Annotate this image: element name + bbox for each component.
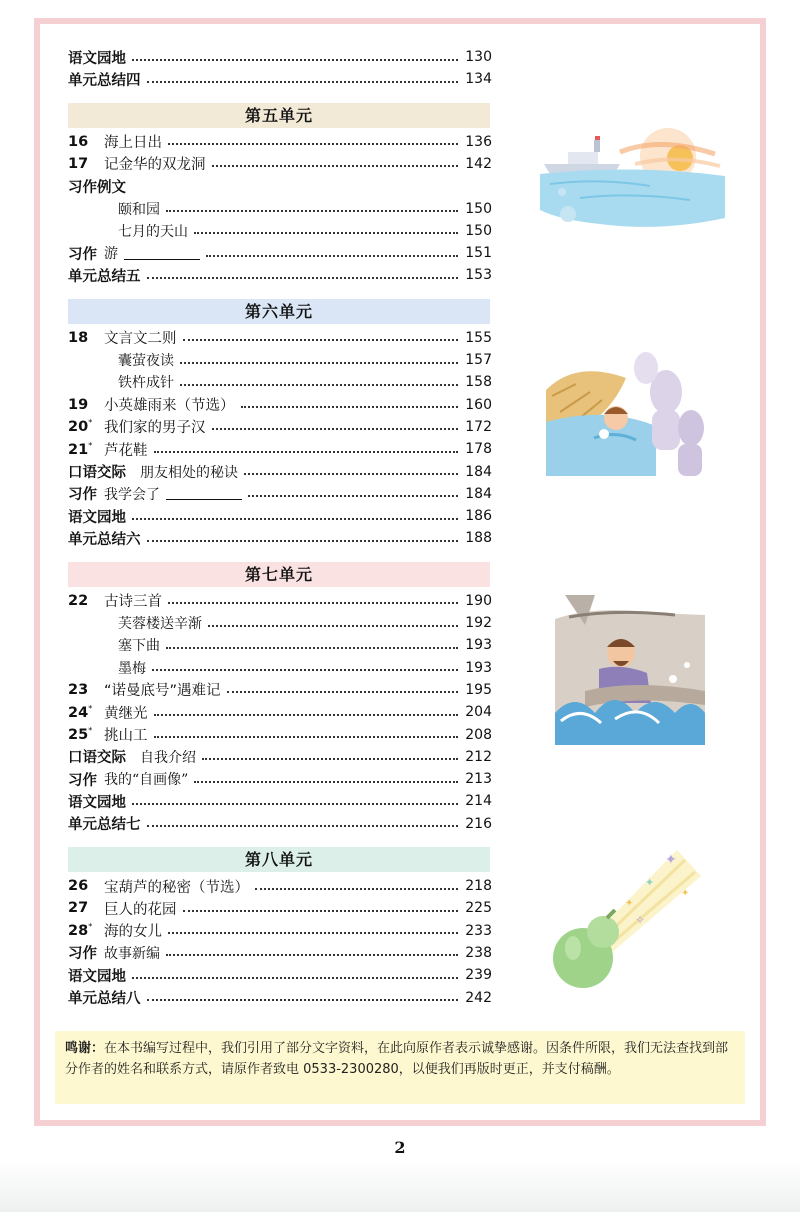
lesson-number: 23	[68, 681, 89, 698]
page-ref: 233	[465, 922, 492, 939]
dot-leader	[194, 780, 458, 783]
unit-heading: 第八单元	[68, 847, 490, 872]
dot-leader	[248, 494, 458, 497]
dot-leader	[147, 276, 459, 279]
page-ref: 130	[465, 49, 492, 65]
toc-entry	[68, 505, 492, 527]
toc-entry	[68, 790, 492, 812]
dot-leader	[132, 976, 458, 979]
page-ref: 150	[465, 222, 492, 239]
entry-title: 故事新编	[104, 945, 160, 962]
toc-entry	[68, 438, 492, 460]
entry-title: 小英雄雨来（节选）	[104, 398, 235, 415]
optional-lesson-mark: *	[88, 703, 93, 713]
page-bottom-shadow	[0, 1160, 800, 1212]
toc-entry	[68, 746, 492, 768]
page-ref: 153	[465, 267, 492, 284]
boy-in-water-illustration	[546, 326, 706, 482]
acknowledgement-label: 鸣谢：	[65, 1041, 105, 1056]
dot-leader	[244, 472, 458, 475]
toc-entry	[68, 527, 492, 549]
lesson-number: 21*	[68, 440, 93, 458]
dot-leader	[206, 254, 458, 257]
dot-leader	[255, 887, 458, 890]
entry-title: 游	[104, 246, 118, 263]
entry-title: “诺曼底号”遇难记	[104, 683, 221, 700]
page-ref: 184	[465, 463, 492, 480]
page-ref: 172	[465, 418, 492, 435]
dot-leader	[227, 690, 458, 693]
toc-entry	[68, 897, 492, 919]
page-ref: 178	[465, 441, 492, 458]
toc-entry	[68, 813, 492, 835]
entry-title: 单元总结四	[68, 72, 141, 89]
entry-title: 海上日出	[104, 135, 162, 152]
captain-ship-illustration	[555, 595, 705, 745]
dot-leader	[152, 668, 458, 671]
entry-title: 单元总结五	[68, 268, 141, 285]
entry-title: 我的“自画像”	[104, 772, 189, 789]
page-number: 2	[394, 1138, 406, 1157]
toc-entry	[68, 701, 492, 723]
dot-leader	[168, 931, 458, 934]
unit-heading: 第五单元	[68, 103, 490, 128]
dot-leader	[168, 601, 458, 604]
toc-entry	[68, 657, 492, 679]
toc-entry	[68, 634, 492, 656]
page-ref: 208	[465, 726, 492, 743]
page-ref: 216	[465, 815, 492, 832]
dot-leader	[154, 735, 459, 738]
dot-leader	[208, 624, 458, 627]
lesson-number: 18	[68, 329, 89, 346]
lesson-number: 26	[68, 878, 89, 894]
entry-title: 古诗三首	[104, 594, 162, 611]
dot-leader	[132, 802, 458, 805]
entry-title: 我学会了	[104, 486, 160, 503]
entry-title: 语文园地	[68, 50, 126, 67]
toc-entry	[68, 349, 492, 371]
dot-leader	[194, 231, 458, 234]
dot-leader	[241, 405, 459, 408]
dot-leader	[147, 824, 459, 827]
toc-entry	[68, 198, 492, 220]
dot-leader	[154, 713, 459, 716]
lesson-number: 习作	[68, 246, 97, 263]
unit-heading: 第七单元	[68, 562, 490, 587]
page-ref: 142	[465, 155, 492, 172]
page-ref: 151	[465, 245, 492, 262]
dot-leader	[147, 80, 459, 83]
toc-entry	[68, 875, 492, 897]
dot-leader	[212, 427, 459, 430]
toc-entry	[68, 920, 492, 942]
page-ref: 134	[465, 71, 492, 88]
lesson-number: 习作	[68, 487, 97, 504]
svg-text:✧: ✧	[635, 913, 646, 927]
dot-leader	[180, 383, 458, 386]
page-ref: 195	[465, 681, 492, 698]
sub-entry-title: 墨梅	[118, 660, 146, 677]
lesson-number: 27	[68, 900, 89, 917]
sub-entry-title: 塞下曲	[118, 638, 160, 655]
toc-entry	[68, 768, 492, 790]
optional-lesson-mark: *	[88, 726, 93, 736]
entry-title: 记金华的双龙洞	[104, 157, 206, 174]
sub-entry-title: 颐和园	[118, 201, 160, 218]
toc-entry	[68, 68, 492, 90]
toc-entry	[68, 987, 492, 1009]
entry-title: 宝葫芦的秘密（节选）	[104, 879, 249, 896]
optional-lesson-mark: *	[88, 922, 93, 932]
page-ref: 184	[465, 485, 492, 502]
toc-entry	[68, 371, 492, 393]
entry-title: 我们家的男子汉	[104, 420, 206, 437]
toc-entry	[68, 264, 492, 286]
page-ref: 190	[465, 592, 492, 609]
fill-in-blank-line	[124, 247, 200, 260]
page-ref: 213	[465, 771, 492, 788]
page-ref: 192	[465, 615, 492, 631]
entry-title: 海的女儿	[104, 924, 162, 941]
page-ref: 218	[465, 878, 492, 894]
page-ref: 242	[465, 989, 492, 1006]
page-ref: 155	[465, 329, 492, 346]
dot-leader	[202, 757, 458, 760]
lesson-number: 20*	[68, 418, 93, 436]
entry-title: 单元总结八	[68, 991, 141, 1007]
page-ref: 238	[465, 944, 492, 961]
toc-entry	[68, 942, 492, 964]
page-ref: 225	[465, 900, 492, 917]
dot-leader	[183, 338, 459, 341]
toc-entry	[68, 131, 492, 153]
entry-title: 单元总结六	[68, 531, 141, 548]
svg-text:✦: ✦	[625, 898, 634, 909]
lesson-number: 19	[68, 396, 89, 413]
sub-entry-title: 芙蓉楼送辛渐	[118, 616, 202, 632]
toc-entry	[68, 679, 492, 701]
toc-entry	[68, 483, 492, 505]
lesson-number: 24*	[68, 703, 93, 721]
svg-text:✦: ✦	[645, 876, 655, 889]
toc-entry	[68, 242, 492, 264]
lesson-number: 28*	[68, 922, 93, 939]
toc-entry	[68, 153, 492, 175]
svg-text:✦: ✦	[681, 888, 690, 899]
entry-title: 口语交际	[68, 750, 126, 767]
acknowledgement-box	[55, 1031, 745, 1104]
page-ref: 157	[465, 352, 492, 368]
toc-entry	[68, 394, 492, 416]
dot-leader	[180, 361, 458, 364]
page-ref: 193	[465, 659, 492, 676]
page-ref: 188	[465, 530, 492, 547]
dot-leader	[166, 209, 458, 212]
dot-leader	[212, 164, 459, 167]
dot-leader	[168, 142, 458, 145]
svg-text:✦: ✦	[665, 852, 677, 868]
toc-entry	[68, 461, 492, 483]
toc-entry	[68, 327, 492, 349]
toc-entry	[68, 175, 492, 197]
page-ref: 214	[465, 793, 492, 810]
dot-leader	[166, 953, 458, 956]
entry-title: 语文园地	[68, 968, 126, 985]
ship-sunrise-illustration	[540, 128, 725, 240]
entry-title: 口语交际	[68, 465, 126, 481]
toc-entry	[68, 590, 492, 612]
dot-leader	[166, 646, 458, 649]
sub-entry-title: 铁杵成针	[118, 375, 174, 392]
unit-heading: 第六单元	[68, 299, 490, 324]
sub-entry-title: 七月的天山	[118, 223, 188, 240]
dot-leader	[147, 539, 459, 542]
optional-lesson-mark: *	[88, 418, 93, 428]
toc-entry	[68, 724, 492, 746]
dot-leader	[132, 517, 458, 520]
lesson-number: 17	[68, 155, 89, 172]
page-ref: 239	[465, 967, 492, 984]
toc-entry	[68, 46, 492, 68]
entry-title: 芦花鞋	[104, 442, 148, 459]
fill-in-blank-line	[166, 487, 242, 500]
page-ref: 150	[465, 200, 492, 217]
dot-leader	[147, 998, 459, 1001]
page-ref: 158	[465, 374, 492, 391]
sub-entry-title: 囊萤夜读	[118, 353, 174, 369]
page-ref: 136	[465, 133, 492, 150]
toc-entry	[68, 612, 492, 634]
entry-title: 语文园地	[68, 794, 126, 811]
entry-title: 巨人的花园	[104, 901, 177, 918]
dot-leader	[132, 58, 458, 61]
entry-title: 单元总结七	[68, 817, 141, 834]
lesson-number: 习作	[68, 946, 97, 963]
entry-title: 挑山工	[104, 728, 148, 744]
lesson-number: 16	[68, 133, 89, 150]
optional-lesson-mark: *	[88, 440, 93, 450]
entry-title: 语文园地	[68, 509, 126, 526]
dot-leader	[183, 909, 459, 912]
page-ref: 160	[465, 396, 492, 413]
toc-entry	[68, 416, 492, 438]
dot-leader	[154, 450, 459, 453]
acknowledgement-text: 在本书编写过程中，我们引用了部分文字资料，在此向原作者表示诚挚感谢。因条件所限，我们无法查找到部分作者的姓名和联系方式，请原作者致电 0533-2300280，以便我们再版时更正，并支付稿酬。	[65, 1041, 729, 1077]
page-ref: 193	[465, 637, 492, 654]
toc-entry	[68, 964, 492, 986]
page-ref: 204	[465, 704, 492, 721]
page-ref: 212	[465, 748, 492, 765]
entry-title: 黄继光	[104, 705, 148, 722]
lesson-number: 22	[68, 592, 89, 609]
magic-gourd-illustration	[545, 840, 705, 992]
page-ref: 186	[465, 508, 492, 525]
toc-entry	[68, 220, 492, 242]
lesson-number: 25*	[68, 726, 93, 743]
entry-topic: 朋友相处的秘诀	[140, 464, 238, 481]
entry-topic: 自我介绍	[140, 749, 196, 766]
lesson-number: 习作	[68, 772, 97, 789]
entry-title: 习作例文	[68, 179, 126, 196]
entry-title: 文言文二则	[104, 331, 177, 348]
